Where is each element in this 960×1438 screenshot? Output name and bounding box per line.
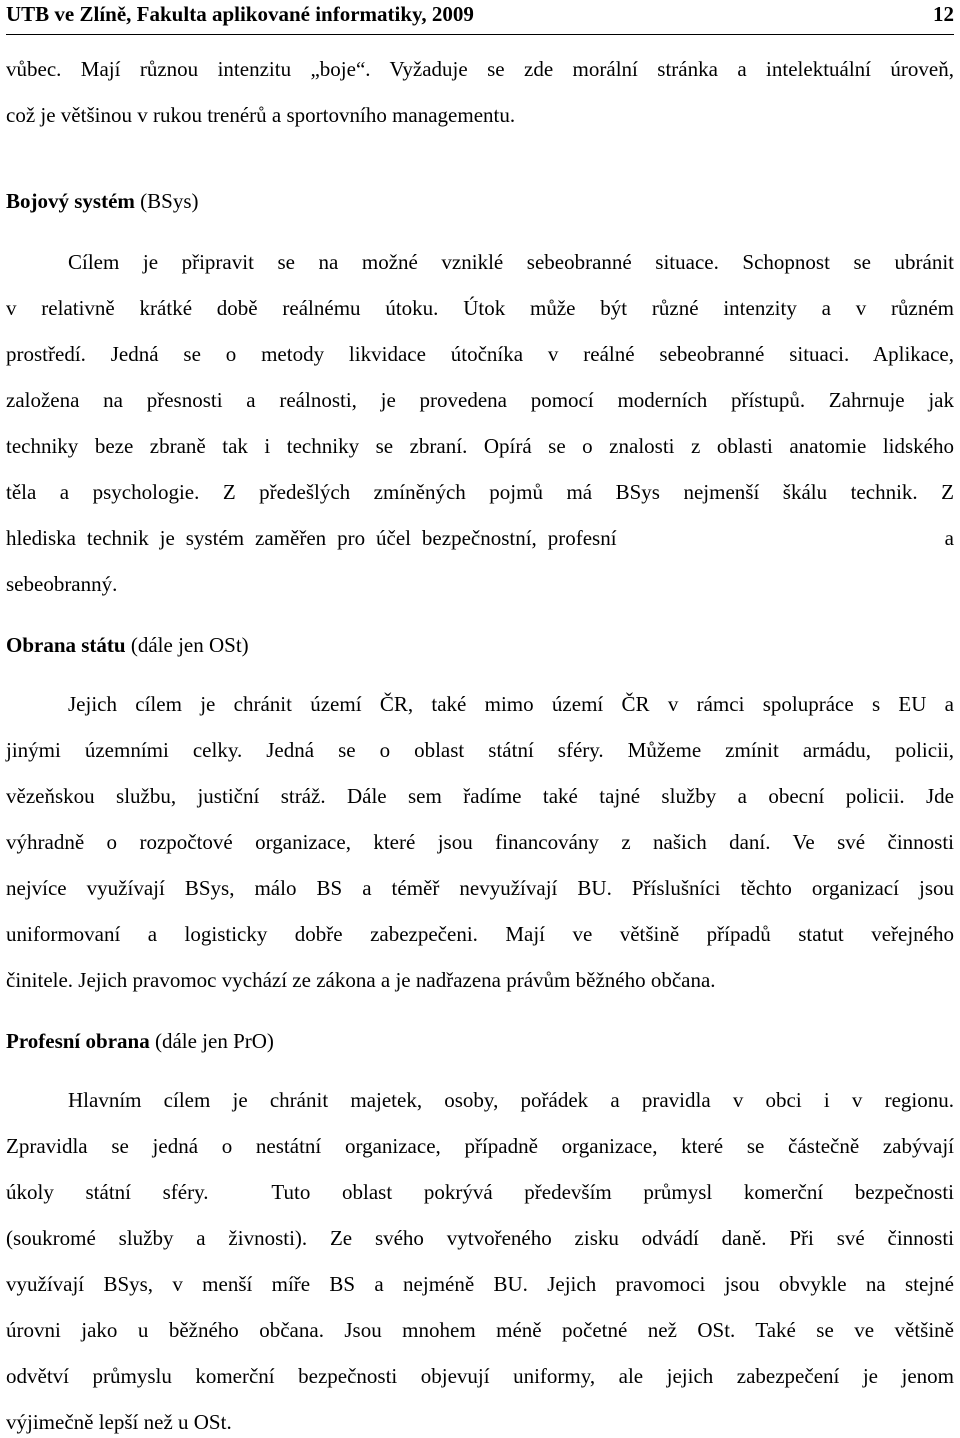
page-header: [6, 0, 954, 35]
paragraph-line: jinými územními celky. Jedná se o oblast státní sféry. Můžeme zmínit armádu, policii,: [6, 738, 954, 762]
paragraph-line: založena na přesnosti a reálnosti, je provedena pomocí moderních přístupů. Zahrnuje jak: [6, 388, 954, 412]
section-heading-bold: Obrana státu: [6, 633, 126, 657]
header-title: UTB ve Zlíně, Fakulta aplikované informatiky, 2009: [6, 2, 474, 26]
paragraph-line: uniformovaní a logisticky dobře zabezpečeni. Mají ve většině případů statut veřejného: [6, 922, 954, 946]
paragraph-line: výhradně o rozpočtové organizace, které jsou financovány z našich daní. Ve své činnosti: [6, 830, 954, 854]
page-number: 12: [933, 2, 954, 26]
section-heading: [6, 630, 249, 660]
section-heading-bold: Profesní obrana: [6, 1029, 150, 1053]
section-heading: [6, 186, 199, 216]
paragraph-line: těla a psychologie. Z předešlých zmíněných pojmů má BSys nejmenší škálu technik. Z: [6, 480, 954, 504]
paragraph-line: sebeobranný.: [6, 572, 118, 596]
section-heading-rest: (dále jen PrO): [149, 1029, 274, 1053]
paragraph-line: činitele. Jejich pravomoc vychází ze zákona a je nadřazena právům běžného občana.: [6, 968, 716, 992]
paragraph-line: Hlavním cílem je chránit majetek, osoby, pořádek a pravidla v obci i v regionu.: [68, 1088, 954, 1112]
paragraph-line: výjimečně lepší než u OSt.: [6, 1410, 232, 1434]
section-heading: [6, 1026, 274, 1056]
paragraph-line: odvětví průmyslu komerční bezpečnosti objevují uniformy, ale jejich zabezpečení je jenom: [6, 1364, 954, 1388]
paragraph-line: Jejich cílem je chránit území ČR, také mimo území ČR v rámci spolupráce s EU a: [68, 692, 954, 716]
paragraph-line: nejvíce využívají BSys, málo BS a téměř nevyužívají BU. Příslušníci těchto organizací jsou: [6, 876, 954, 900]
paragraph-line: vězeňskou službu, justiční stráž. Dále sem řadíme také tajné služby a obecní policii. Jde: [6, 784, 954, 808]
paragraph-line: techniky beze zbraně tak i techniky se zbraní. Opírá se o znalosti z oblasti anatomie lidského: [6, 434, 954, 458]
section-heading-rest: (dále jen OSt): [125, 633, 249, 657]
paragraph-line: hlediska technik je systém zaměřen pro účel bezpečnostní, profesní a: [6, 526, 954, 550]
paragraph-line: vůbec. Mají různou intenzitu „boje“. Vyžaduje se zde morální stránka a intelektuální úroveň,: [6, 57, 954, 81]
paragraph-line: Cílem je připravit se na možné vzniklé sebeobranné situace. Schopnost se ubránit: [68, 250, 954, 274]
paragraph-line: což je většinou v rukou trenérů a sportovního managementu.: [6, 103, 516, 127]
paragraph-line: úrovni jako u běžného občana. Jsou mnohem méně početné než OSt. Také se ve většině: [6, 1318, 954, 1342]
paragraph-line: (soukromé služby a živnosti). Ze svého vytvořeného zisku odvádí daně. Při své činnosti: [6, 1226, 954, 1250]
paragraph-line: prostředí. Jedná se o metody likvidace útočníka v reálné sebeobranné situaci. Aplikace,: [6, 342, 954, 366]
section-heading-bold: Bojový systém: [6, 189, 135, 213]
paragraph-line: Zpravidla se jedná o nestátní organizace, případně organizace, které se částečně zabývají: [6, 1134, 954, 1158]
section-heading-rest: (BSys): [134, 189, 199, 213]
paragraph-line: v relativně krátké době reálnému útoku. Útok může být různé intenzity a v různém: [6, 296, 954, 320]
paragraph-line: využívají BSys, v menší míře BS a nejméně BU. Jejich pravomoci jsou obvykle na stejné: [6, 1272, 954, 1296]
paragraph-line: úkoly státní sféry. Tuto oblast pokrývá především průmysl komerční bezpečnosti: [6, 1180, 954, 1204]
